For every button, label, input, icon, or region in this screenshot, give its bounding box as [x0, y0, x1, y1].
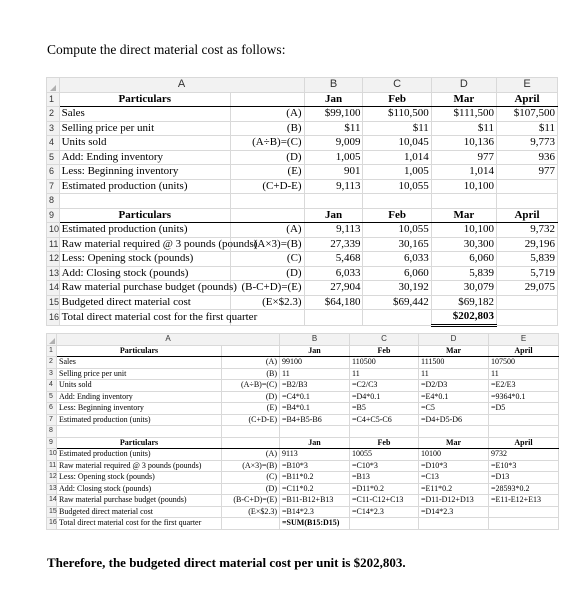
formula-spreadsheet [46, 333, 559, 530]
values-row-number[interactable]: 11 [47, 237, 60, 252]
values-row [47, 266, 558, 281]
formula-cell-e[interactable]: 11 [489, 368, 559, 380]
values-cell-reference[interactable]: (E) [230, 165, 304, 180]
values-cell-b[interactable]: Jan [304, 92, 363, 107]
formula-row [47, 518, 559, 530]
values-row [47, 136, 558, 151]
values-cell-e[interactable]: 9,773 [496, 136, 557, 151]
values-cell-d[interactable]: Mar [431, 208, 496, 223]
formula-row-number[interactable]: 13 [47, 483, 57, 495]
values-cell-particulars[interactable]: Less: Opening stock (pounds) [59, 252, 230, 267]
values-cell-e[interactable]: 29,075 [496, 281, 557, 296]
values-cell-c[interactable]: Feb [363, 92, 431, 107]
values-cell-reference[interactable]: (A÷B)=(C) [230, 136, 304, 151]
formula-cell-c[interactable]: =C11-C12+C13 [350, 495, 419, 507]
values-cell-e[interactable]: 5,839 [496, 252, 557, 267]
formula-cell-d[interactable] [419, 518, 489, 530]
values-row [47, 107, 558, 122]
values-cell-reference[interactable]: (C) [230, 252, 304, 267]
values-cell-d[interactable]: 6,060 [431, 252, 496, 267]
values-cell-particulars[interactable] [59, 194, 230, 209]
formula-cell-c[interactable]: =D4*0.1 [350, 391, 419, 403]
values-cell-reference[interactable]: (B-C+D)=(E) [230, 281, 304, 296]
values-row [47, 150, 558, 165]
formula-cell-c[interactable]: =D11*0.2 [350, 483, 419, 495]
formula-row [47, 495, 559, 507]
values-cell-d[interactable]: $202,803 [431, 310, 496, 326]
formula-row-number[interactable]: 2 [47, 357, 57, 369]
values-row-number[interactable]: 9 [47, 208, 60, 223]
formula-cell-b[interactable] [280, 426, 350, 438]
formula-cell-e[interactable]: 9732 [489, 449, 559, 461]
formula-row [47, 357, 559, 369]
formula-cell-reference[interactable]: (A) [222, 449, 280, 461]
formula-cell-d[interactable]: 111500 [419, 357, 489, 369]
values-row [47, 223, 558, 238]
values-row-number[interactable]: 4 [47, 136, 60, 151]
formula-cell-c[interactable] [350, 426, 419, 438]
values-cell-d[interactable]: 5,839 [431, 266, 496, 281]
formula-row [47, 449, 559, 461]
formula-cell-b[interactable]: =B10*3 [280, 460, 350, 472]
values-cell-c[interactable]: 6,060 [363, 266, 431, 281]
conclusion-text: Therefore, the budgeted direct material cost per unit is $202,803. [47, 555, 406, 570]
values-row [47, 281, 558, 296]
formula-row [47, 368, 559, 380]
formula-cell-d[interactable]: =C5 [419, 403, 489, 415]
formula-cell-c[interactable]: 10055 [350, 449, 419, 461]
formula-row [47, 506, 559, 518]
values-column-header[interactable]: C [363, 78, 431, 93]
formula-cell-e[interactable]: =E10*3 [489, 460, 559, 472]
formula-row-number[interactable]: 5 [47, 391, 57, 403]
formula-row-number[interactable]: 9 [47, 437, 57, 449]
values-row-number[interactable]: 12 [47, 252, 60, 267]
formula-cell-b[interactable]: =B11-B12+B13 [280, 495, 350, 507]
formula-column-header-row [47, 334, 559, 346]
formula-cell-b[interactable]: =B4+B5-B6 [280, 414, 350, 426]
values-cell-reference[interactable] [230, 92, 304, 107]
formula-cell-e[interactable] [489, 518, 559, 530]
values-cell-c[interactable]: $11 [363, 121, 431, 136]
values-row-number[interactable]: 15 [47, 295, 60, 310]
values-cell-particulars[interactable]: Add: Closing stock (pounds) [59, 266, 230, 281]
values-spreadsheet [46, 77, 558, 327]
instruction-heading: Compute the direct material cost as follows: [47, 42, 286, 57]
values-row-number[interactable]: 2 [47, 107, 60, 122]
values-column-header-row [47, 78, 558, 93]
values-column-header[interactable]: E [496, 78, 557, 93]
formula-cell-d[interactable]: 10100 [419, 449, 489, 461]
formula-cell-reference[interactable]: (A÷B)=(C) [222, 380, 280, 392]
values-cell-b[interactable]: 9,113 [304, 179, 363, 194]
values-cell-c[interactable]: 30,192 [363, 281, 431, 296]
values-cell-reference[interactable]: (A) [230, 223, 304, 238]
values-cell-e[interactable]: 9,732 [496, 223, 557, 238]
formula-cell-b[interactable]: =B4*0.1 [280, 403, 350, 415]
formula-cell-e[interactable] [489, 414, 559, 426]
formula-cell-reference[interactable]: (D) [222, 483, 280, 495]
values-cell-b[interactable]: $64,180 [304, 295, 363, 310]
values-cell-c[interactable]: 10,045 [363, 136, 431, 151]
formula-cell-particulars[interactable]: Particulars [57, 437, 222, 449]
formula-row-number[interactable]: 7 [47, 414, 57, 426]
values-cell-particulars[interactable]: Particulars [59, 92, 230, 107]
values-cell-reference[interactable]: (D) [230, 266, 304, 281]
values-row-number[interactable]: 8 [47, 194, 60, 209]
formula-column-header[interactable]: D [419, 334, 489, 346]
values-cell-c[interactable]: $69,442 [363, 295, 431, 310]
values-cell-c[interactable]: 6,033 [363, 252, 431, 267]
formula-cell-particulars[interactable]: Add: Closing stock (pounds) [57, 483, 222, 495]
formula-column-header[interactable]: A [57, 334, 280, 346]
values-cell-c[interactable]: 1,014 [363, 150, 431, 165]
values-row [47, 179, 558, 194]
formula-cell-c[interactable]: =B5 [350, 403, 419, 415]
formula-cell-particulars[interactable]: Units sold [57, 380, 222, 392]
values-cell-reference[interactable]: (A) [230, 107, 304, 122]
formula-cell-b[interactable]: =B14*2.3 [280, 506, 350, 518]
formula-row [47, 380, 559, 392]
values-row [47, 310, 558, 326]
values-row [47, 252, 558, 267]
formula-cell-e[interactable]: April [489, 437, 559, 449]
formula-cell-c[interactable]: =C14*2.3 [350, 506, 419, 518]
values-cell-d[interactable]: 1,014 [431, 165, 496, 180]
formula-row-number[interactable]: 11 [47, 460, 57, 472]
formula-row [47, 403, 559, 415]
values-column-header[interactable]: B [304, 78, 363, 93]
formula-select-all-corner[interactable] [47, 334, 57, 346]
select-all-icon [50, 85, 56, 91]
formula-column-header[interactable]: B [280, 334, 350, 346]
values-cell-c[interactable]: 10,055 [363, 179, 431, 194]
values-row [47, 165, 558, 180]
values-cell-e[interactable] [496, 179, 557, 194]
values-cell-particulars[interactable]: Selling price per unit [59, 121, 230, 136]
values-cell-c[interactable] [363, 194, 431, 209]
formula-row [47, 472, 559, 484]
formula-cell-particulars[interactable]: Particulars [57, 345, 222, 357]
values-row-number[interactable]: 6 [47, 165, 60, 180]
values-cell-reference[interactable] [230, 194, 304, 209]
formula-cell-particulars[interactable] [57, 426, 222, 438]
values-cell-reference[interactable]: (A×3)=(B) [230, 237, 304, 252]
formula-cell-e[interactable]: =D13 [489, 472, 559, 484]
formula-cell-particulars[interactable]: Less: Beginning inventory [57, 403, 222, 415]
formula-cell-e[interactable]: 107500 [489, 357, 559, 369]
formula-cell-particulars[interactable]: Raw material purchase budget (pounds) [57, 495, 222, 507]
select-all-icon [49, 338, 55, 344]
values-cell-b[interactable] [304, 194, 363, 209]
values-cell-b[interactable]: 5,468 [304, 252, 363, 267]
formula-cell-reference[interactable]: (E×$2.3) [222, 506, 280, 518]
formula-cell-reference[interactable]: (E) [222, 403, 280, 415]
formula-cell-particulars[interactable]: Budgeted direct material cost [57, 506, 222, 518]
values-cell-e[interactable]: 29,196 [496, 237, 557, 252]
values-cell-d[interactable]: 30,300 [431, 237, 496, 252]
formula-cell-d[interactable]: =D4+D5-D6 [419, 414, 489, 426]
values-cell-particulars[interactable]: Raw material purchase budget (pounds) [59, 281, 230, 296]
formula-cell-e[interactable]: April [489, 345, 559, 357]
formula-cell-d[interactable]: =D10*3 [419, 460, 489, 472]
values-row-number[interactable]: 7 [47, 179, 60, 194]
formula-cell-d[interactable]: =D14*2.3 [419, 506, 489, 518]
formula-row-number[interactable]: 12 [47, 472, 57, 484]
values-row-number[interactable]: 14 [47, 281, 60, 296]
formula-cell-b[interactable]: 9113 [280, 449, 350, 461]
values-cell-d[interactable]: 30,079 [431, 281, 496, 296]
formula-cell-c[interactable]: Feb [350, 345, 419, 357]
formula-cell-particulars[interactable]: Estimated production (units) [57, 414, 222, 426]
formula-row-number[interactable]: 15 [47, 506, 57, 518]
values-cell-b[interactable]: $99,100 [304, 107, 363, 122]
values-cell-b[interactable]: $11 [304, 121, 363, 136]
formula-cell-b[interactable]: =C11*0.2 [280, 483, 350, 495]
formula-cell-b[interactable]: =B2/B3 [280, 380, 350, 392]
values-cell-particulars[interactable]: Sales [59, 107, 230, 122]
formula-cell-d[interactable]: =C13 [419, 472, 489, 484]
values-row-number[interactable]: 13 [47, 266, 60, 281]
formula-row [47, 414, 559, 426]
formula-cell-b[interactable]: =B11*0.2 [280, 472, 350, 484]
formula-cell-reference[interactable]: (C) [222, 472, 280, 484]
formula-cell-reference[interactable]: (A) [222, 357, 280, 369]
formula-row-number[interactable]: 1 [47, 345, 57, 357]
formula-cell-e[interactable]: =E2/E3 [489, 380, 559, 392]
formula-cell-reference[interactable] [222, 518, 280, 530]
values-cell-e[interactable]: April [496, 92, 557, 107]
values-cell-b[interactable] [304, 310, 363, 326]
values-cell-e[interactable] [496, 295, 557, 310]
formula-cell-b[interactable]: 99100 [280, 357, 350, 369]
formula-cell-reference[interactable]: (B-C+D)=(E) [222, 495, 280, 507]
values-cell-e[interactable]: $11 [496, 121, 557, 136]
formula-cell-particulars[interactable]: Total direct material cost for the first quarter [57, 518, 222, 530]
formula-cell-c[interactable]: 11 [350, 368, 419, 380]
formula-row [47, 391, 559, 403]
formula-row-number[interactable]: 8 [47, 426, 57, 438]
values-cell-particulars[interactable]: Estimated production (units) [59, 179, 230, 194]
formula-cell-d[interactable] [419, 426, 489, 438]
formula-cell-e[interactable]: =E11-E12+E13 [489, 495, 559, 507]
formula-row [47, 345, 559, 357]
values-cell-reference[interactable]: (B) [230, 121, 304, 136]
values-cell-d[interactable]: $69,182 [431, 295, 496, 310]
values-cell-b[interactable]: 901 [304, 165, 363, 180]
values-row [47, 194, 558, 209]
formula-cell-d[interactable]: =D11-D12+D13 [419, 495, 489, 507]
formula-cell-c[interactable]: Feb [350, 437, 419, 449]
values-row-number[interactable]: 1 [47, 92, 60, 107]
formula-cell-c[interactable] [350, 518, 419, 530]
values-row [47, 121, 558, 136]
values-cell-d[interactable]: Mar [431, 92, 496, 107]
formula-cell-c[interactable]: =C2/C3 [350, 380, 419, 392]
values-cell-b[interactable]: 6,033 [304, 266, 363, 281]
formula-cell-d[interactable]: =E4*0.1 [419, 391, 489, 403]
formula-cell-reference[interactable]: (C+D-E) [222, 414, 280, 426]
values-cell-c[interactable]: $110,500 [363, 107, 431, 122]
formula-cell-reference[interactable] [222, 345, 280, 357]
formula-cell-d[interactable]: =E11*0.2 [419, 483, 489, 495]
formula-cell-particulars[interactable]: Raw material required @ 3 pounds (pounds) [57, 460, 222, 472]
formula-row-number[interactable]: 10 [47, 449, 57, 461]
formula-cell-b[interactable]: Jan [280, 437, 350, 449]
values-cell-b[interactable]: 1,005 [304, 150, 363, 165]
values-cell-particulars[interactable]: Add: Ending inventory [59, 150, 230, 165]
values-cell-d[interactable]: $111,500 [431, 107, 496, 122]
values-cell-e[interactable]: 5,719 [496, 266, 557, 281]
formula-cell-reference[interactable] [222, 437, 280, 449]
values-cell-reference[interactable]: (C+D-E) [230, 179, 304, 194]
values-cell-reference[interactable]: (E×$2.3) [230, 295, 304, 310]
values-row-number[interactable]: 5 [47, 150, 60, 165]
formula-cell-c[interactable]: =B13 [350, 472, 419, 484]
values-cell-b[interactable]: 9,113 [304, 223, 363, 238]
formula-cell-e[interactable]: =D5 [489, 403, 559, 415]
values-cell-particulars[interactable]: Less: Beginning inventory [59, 165, 230, 180]
formula-cell-c[interactable]: =C10*3 [350, 460, 419, 472]
values-cell-particulars[interactable]: Raw material required @ 3 pounds (pounds) [59, 237, 230, 252]
values-row [47, 237, 558, 252]
values-cell-reference[interactable] [230, 208, 304, 223]
values-row [47, 92, 558, 107]
formula-row-number[interactable]: 6 [47, 403, 57, 415]
formula-cell-e[interactable] [489, 426, 559, 438]
values-cell-particulars[interactable]: Estimated production (units) [59, 223, 230, 238]
values-cell-c[interactable]: 30,165 [363, 237, 431, 252]
values-cell-d[interactable]: 10,136 [431, 136, 496, 151]
values-row [47, 295, 558, 310]
values-cell-d[interactable]: 10,100 [431, 179, 496, 194]
formula-cell-particulars[interactable]: Sales [57, 357, 222, 369]
values-cell-d[interactable] [431, 194, 496, 209]
formula-cell-particulars[interactable]: Less: Opening stock (pounds) [57, 472, 222, 484]
formula-row [47, 460, 559, 472]
formula-cell-particulars[interactable]: Estimated production (units) [57, 449, 222, 461]
formula-row-number[interactable]: 3 [47, 368, 57, 380]
formula-row-number[interactable]: 16 [47, 518, 57, 530]
values-cell-b[interactable]: 27,904 [304, 281, 363, 296]
formula-cell-b[interactable]: =SUM(B15:D15) [280, 518, 350, 530]
values-cell-b[interactable]: Jan [304, 208, 363, 223]
values-column-header[interactable]: A [59, 78, 304, 93]
values-cell-reference[interactable]: (D) [230, 150, 304, 165]
formula-row [47, 426, 559, 438]
values-cell-e[interactable]: April [496, 208, 557, 223]
values-cell-d[interactable]: 977 [431, 150, 496, 165]
formula-cell-c[interactable]: =C4+C5-C6 [350, 414, 419, 426]
formula-cell-b[interactable]: Jan [280, 345, 350, 357]
values-cell-particulars[interactable]: Particulars [59, 208, 230, 223]
formula-row-number[interactable]: 14 [47, 495, 57, 507]
formula-cell-b[interactable]: 11 [280, 368, 350, 380]
formula-cell-d[interactable]: =D2/D3 [419, 380, 489, 392]
values-cell-particulars[interactable]: Units sold [59, 136, 230, 151]
formula-row [47, 483, 559, 495]
formula-cell-b[interactable]: =C4*0.1 [280, 391, 350, 403]
values-cell-c[interactable] [363, 310, 431, 326]
formula-row-number[interactable]: 4 [47, 380, 57, 392]
formula-cell-reference[interactable] [222, 426, 280, 438]
values-cell-b[interactable]: 9,009 [304, 136, 363, 151]
formula-cell-d[interactable]: Mar [419, 437, 489, 449]
values-select-all-corner[interactable] [47, 78, 60, 93]
formula-cell-c[interactable]: 110500 [350, 357, 419, 369]
formula-cell-reference[interactable]: (A×3)=(B) [222, 460, 280, 472]
values-cell-e[interactable] [496, 310, 557, 326]
formula-cell-particulars[interactable]: Add: Ending inventory [57, 391, 222, 403]
formula-cell-d[interactable]: 11 [419, 368, 489, 380]
values-cell-d[interactable]: 10,100 [431, 223, 496, 238]
formula-cell-e[interactable] [489, 506, 559, 518]
formula-cell-e[interactable]: =9364*0.1 [489, 391, 559, 403]
values-cell-particulars[interactable]: Total direct material cost for the first quarter [59, 310, 230, 326]
values-cell-e[interactable]: 977 [496, 165, 557, 180]
values-row-number[interactable]: 3 [47, 121, 60, 136]
values-cell-c[interactable]: 10,055 [363, 223, 431, 238]
formula-column-header[interactable]: C [350, 334, 419, 346]
formula-cell-e[interactable]: =28593*0.2 [489, 483, 559, 495]
formula-cell-reference[interactable]: (D) [222, 391, 280, 403]
formula-column-header[interactable]: E [489, 334, 559, 346]
formula-cell-reference[interactable]: (B) [222, 368, 280, 380]
values-cell-b[interactable]: 27,339 [304, 237, 363, 252]
formula-cell-d[interactable]: Mar [419, 345, 489, 357]
values-column-header[interactable]: D [431, 78, 496, 93]
values-cell-e[interactable]: 936 [496, 150, 557, 165]
formula-row [47, 437, 559, 449]
values-row-number[interactable]: 16 [47, 310, 60, 326]
values-cell-particulars[interactable]: Budgeted direct material cost [59, 295, 230, 310]
values-row-number[interactable]: 10 [47, 223, 60, 238]
values-cell-e[interactable] [496, 194, 557, 209]
values-cell-d[interactable]: $11 [431, 121, 496, 136]
values-cell-e[interactable]: $107,500 [496, 107, 557, 122]
formula-cell-particulars[interactable]: Selling price per unit [57, 368, 222, 380]
values-cell-c[interactable]: Feb [363, 208, 431, 223]
values-cell-c[interactable]: 1,005 [363, 165, 431, 180]
values-row [47, 208, 558, 223]
